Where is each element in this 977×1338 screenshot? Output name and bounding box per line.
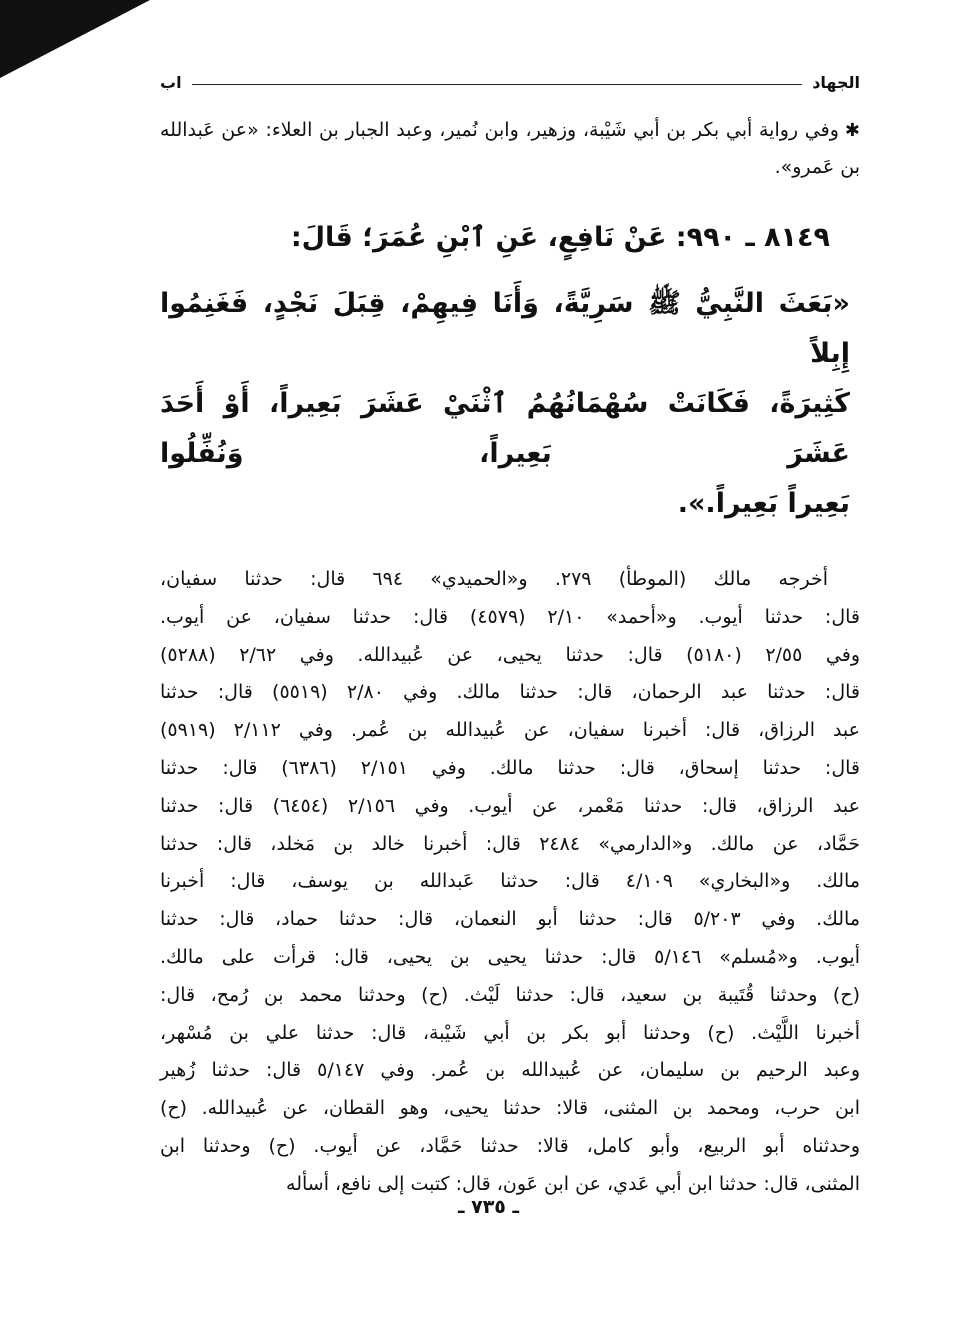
scan-corner-mark — [0, 0, 150, 78]
takhrij-line: وحدثناه أبو الربيع، وأبو كامل، قالا: حدثنا حَمَّاد، عن أيوب. (ح) وحدثنا ابن — [160, 1134, 860, 1157]
running-head-chapter: الجهاد — [812, 72, 860, 92]
hadith-heading: ٨١٤٩ ـ ٩٩٠: عَنْ نَافِعٍ، عَنِ ٱبْنِ عُمَرَ؛ قَالَ: — [290, 222, 830, 253]
takhrij-line: حَمَّاد، عن مالك. و«الدارمي» ٢٤٨٤ قال: أخبرنا خالد بن مَخلد، قال: حدثنا — [160, 832, 861, 855]
running-head-fragment: اب — [160, 72, 182, 92]
page-number: ـ ٧٣٥ ـ — [457, 1196, 519, 1218]
takhrij-line: (ح) وحدثنا قُتَيبة بن سعيد، قال: حدثنا لَيْث. (ح) وحدثنا محمد بن رُمح، قال: — [160, 983, 860, 1006]
variant-note-text: وفي رواية أبي بكر بن أبي شَيْبة، وزهير، وابن نُمير، وعبد الجبار بن العلاء: «عن عَبدالله بن عَمرو». — [160, 119, 860, 178]
takhrij-line: عبد الرزاق، قال: أخبرنا سفيان، عن عُبيدالله بن عُمر. وفي ٢/١١٢ (٥٩١٩) — [160, 719, 861, 742]
takhrij-line: مالك. وفي ٥/٢٠٣ قال: حدثنا أبو النعمان، قال: حدثنا حماد، قال: حدثنا — [160, 908, 860, 931]
book-page — [160, 70, 860, 1204]
takhrij-line: قال: حدثنا عبد الرحمان، قال: حدثنا مالك. وفي ٢/٨٠ (٥٥١٩) قال: حدثنا — [160, 681, 860, 704]
running-head — [160, 70, 860, 94]
takhrij-line: قال: حدثنا إسحاق، قال: حدثنا مالك. وفي ٢/١٥١ (٦٣٨٦) قال: حدثنا — [160, 756, 860, 779]
takhrij-line: أخرجه مالك (الموطأ) ٢٧٩. و«الحميدي» ٦٩٤ قال: حدثنا سفيان، — [160, 568, 828, 590]
takhrij-line: وفي ٢/٥٥ (٥١٨٠) قال: حدثنا يحيى، عن عُبيدالله. وفي ٢/٦٢ (٥٢٨٨) — [160, 643, 860, 666]
takhrij-line: ابن حرب، ومحمد بن المثنى، قالا: حدثنا يحيى، وهو القطان، عن عُبيدالله. (ح) — [160, 1097, 860, 1120]
takhrij-line: المثنى، قال: حدثنا ابن أبي عَدي، عن ابن عَون، قال: كتبت إلى نافع، أسأله — [286, 1172, 860, 1195]
takhrij-line: أيوب. و«مُسلم» ٥/١٤٦ قال: حدثنا يحيى بن يحيى، قال: قرأت على مالك. — [160, 945, 861, 968]
takhrij-line: أخبرنا اللَّيْث. (ح) وحدثنا أبو بكر بن أبي شَيْبة، قال: حدثنا علي بن مُسْهر، — [160, 1021, 860, 1044]
takhrij-line: قال: حدثنا أيوب. و«أحمد» ٢/١٠ (٤٥٧٩) قال: حدثنا سفيان، عن أيوب. — [160, 605, 861, 628]
hadith-line: بَعِيراً بَعِيراً.». — [677, 488, 850, 519]
hadith-line: كَثِيرَةً، فَكَانَتْ سُهْمَانُهُمُ ٱثْنَيْ عَشَرَ بَعِيراً، أَوْ أَحَدَ عَشَرَ بَعِيراً، وَنُفِّلُوا — [160, 388, 850, 469]
hadith-line: «بَعَثَ النَّبِيُّ ﷺ سَرِيَّةً، وَأَنَا فِيهِمْ، قِبَلَ نَجْدٍ، فَغَنِمُوا إِبِلاً — [160, 288, 850, 369]
star-icon: ✱ — [844, 120, 860, 141]
takhrij-line: وعبد الرحيم بن سليمان، عن عُبيدالله بن عُمر. وفي ٥/١٤٧ قال: حدثنا زُهير — [160, 1059, 860, 1082]
hadith-text — [160, 279, 860, 529]
takhrij-section — [160, 561, 860, 1204]
takhrij-line: مالك. و«البخاري» ٤/١٠٩ قال: حدثنا عَبدالله بن يوسف، قال: أخبرنا — [160, 870, 860, 893]
running-head-rule — [192, 84, 803, 85]
variant-note — [160, 112, 860, 185]
takhrij-line: عبد الرزاق، قال: حدثنا مَعْمر، عن أيوب. وفي ٢/١٥٦ (٦٤٥٤) قال: حدثنا — [160, 794, 860, 817]
